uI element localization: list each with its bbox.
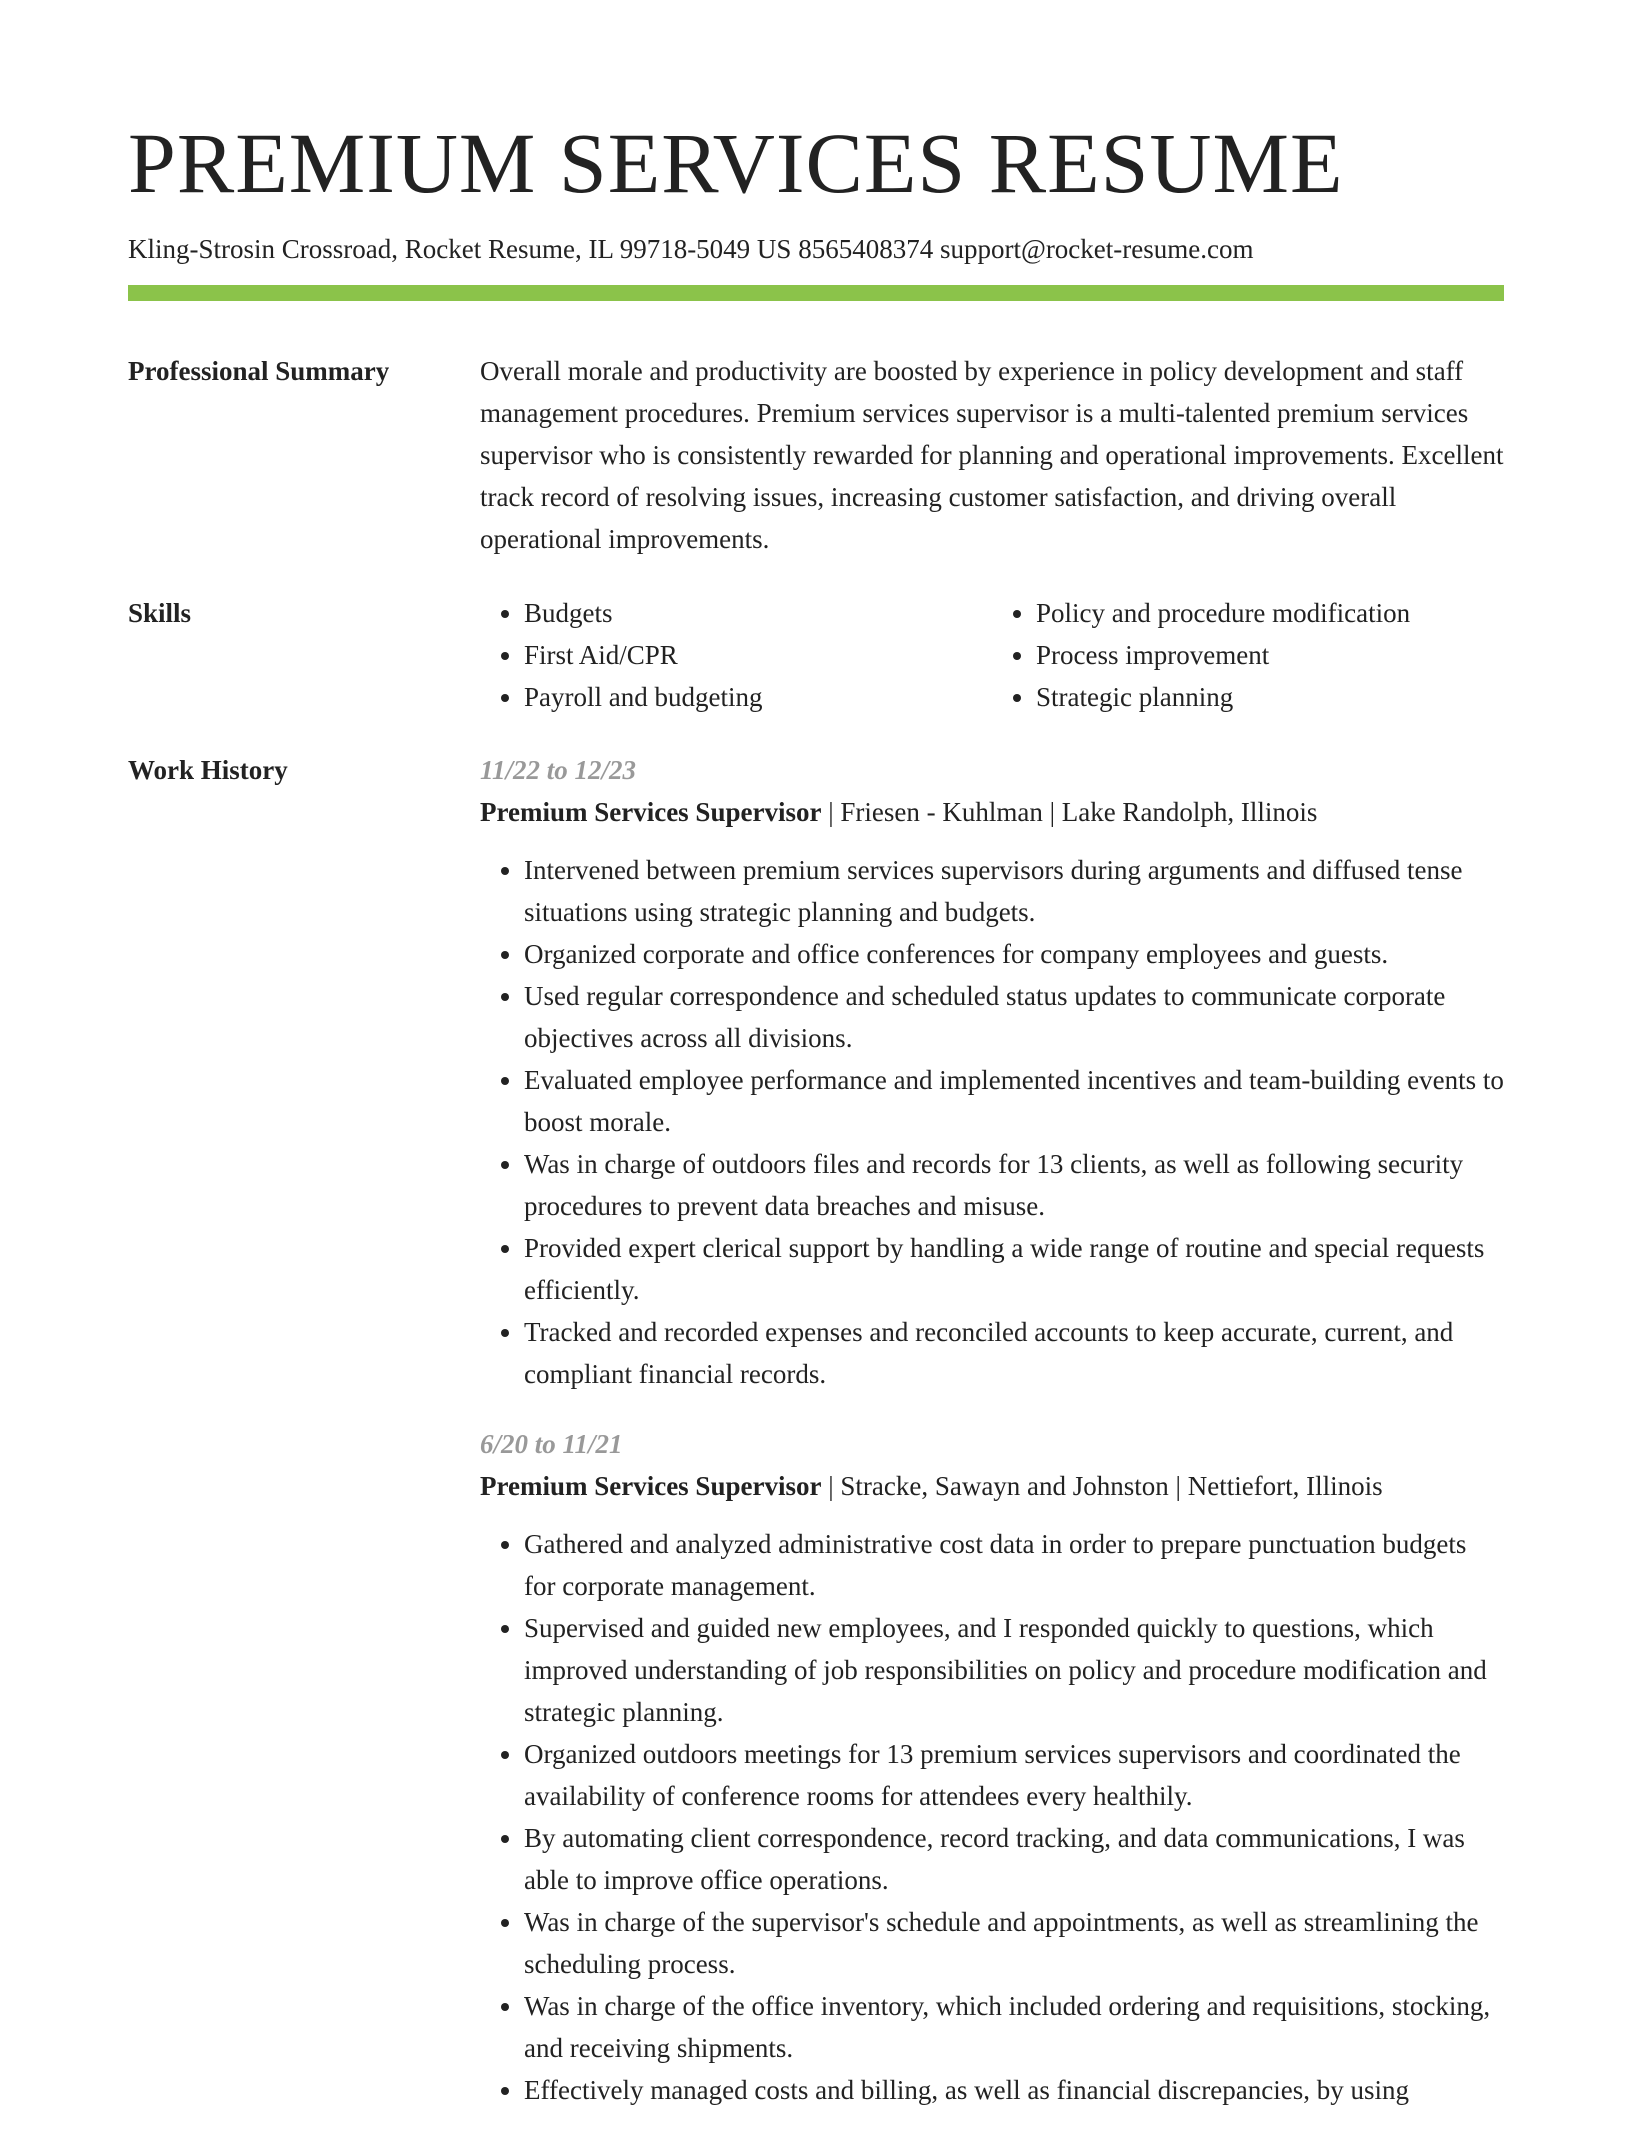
job-bullet: • Tracked and recorded expenses and reconciled accounts to keep accurate, current, and compliant financial records. xyxy=(524,1311,1504,1395)
summary-body xyxy=(480,350,1504,560)
job-bullet: • Was in charge of the office inventory, which included ordering and requisitions, stocking, and receiving shipments. xyxy=(524,1985,1504,2069)
summary-text: Overall morale and productivity are boosted by experience in policy development and staff management procedures. Premium services supervisor is a multi-talented premium services supervisor who is consistently rewarded for planning and operational improvements. Excellent track record of resolving issues, increasing customer satisfaction, and driving overall operational improvements. xyxy=(480,356,1504,554)
job-dates: 11/22 to 12/23 xyxy=(480,755,637,785)
skills-body xyxy=(480,592,1504,718)
job-bullet: • By automating client correspondence, record tracking, and data communications, I was able to improve office operations. xyxy=(524,1817,1504,1901)
job-header xyxy=(480,791,1504,833)
job-bullet: • Effectively managed costs and billing, as well as financial discrepancies, by using xyxy=(524,2069,1504,2111)
summary-label: Professional Summary xyxy=(128,356,390,386)
skill-item: • Payroll and budgeting xyxy=(524,676,992,718)
job-dates: 6/20 to 11/21 xyxy=(480,1429,623,1459)
resume-title: PREMIUM SERVICES RESUME xyxy=(128,115,1344,211)
job-bullet: • Provided expert clerical support by handling a wide range of routine and special requests efficiently. xyxy=(524,1227,1504,1311)
header-accent-bar xyxy=(128,285,1504,301)
job-details: | Friesen - Kuhlman | Lake Randolph, Illinois xyxy=(821,797,1318,827)
skill-item: • Process improvement xyxy=(1036,634,1504,676)
skill-item: • Policy and procedure modification xyxy=(1036,592,1504,634)
skills-list-right xyxy=(992,592,1504,718)
job-bullet: • Supervised and guided new employees, and I responded quickly to questions, which improved understanding of job responsibilities on policy and procedure modification and strategic planning. xyxy=(524,1607,1504,1733)
job-entry xyxy=(480,749,1504,1395)
job-bullets xyxy=(480,849,1504,1395)
skills-list-left xyxy=(480,592,992,718)
job-bullet: • Evaluated employee performance and implemented incentives and team-building events to boost morale. xyxy=(524,1059,1504,1143)
skills-label: Skills xyxy=(128,598,192,628)
job-header xyxy=(480,1465,1504,1507)
contact-info: Kling-Strosin Crossroad, Rocket Resume, IL 99718-5049 US 8565408374 support@rocket-resume.com xyxy=(128,234,1254,264)
job-title: Premium Services Supervisor xyxy=(480,797,822,827)
job-entry xyxy=(480,1423,1504,2111)
job-bullet: • Gathered and analyzed administrative cost data in order to prepare punctuation budgets for corporate management. xyxy=(524,1523,1504,1607)
job-bullets xyxy=(480,1523,1504,2111)
job-bullet: • Organized outdoors meetings for 13 premium services supervisors and coordinated the availability of conference rooms for attendees every healthily. xyxy=(524,1733,1504,1817)
job-bullet: • Organized corporate and office conferences for company employees and guests. xyxy=(524,933,1504,975)
work-history-label: Work History xyxy=(128,755,288,785)
skill-item: • Budgets xyxy=(524,592,992,634)
job-bullet: • Used regular correspondence and scheduled status updates to communicate corporate objectives across all divisions. xyxy=(524,975,1504,1059)
job-bullet: • Was in charge of the supervisor's schedule and appointments, as well as streamlining the scheduling process. xyxy=(524,1901,1504,1985)
work-history-body xyxy=(480,749,1504,2139)
job-bullet: • Was in charge of outdoors files and records for 13 clients, as well as following security procedures to prevent data breaches and misuse. xyxy=(524,1143,1504,1227)
job-bullet: • Intervened between premium services supervisors during arguments and diffused tense situations using strategic planning and budgets. xyxy=(524,849,1504,933)
skill-item: • Strategic planning xyxy=(1036,676,1504,718)
skill-item: • First Aid/CPR xyxy=(524,634,992,676)
job-details: | Stracke, Sawayn and Johnston | Nettiefort, Illinois xyxy=(821,1471,1383,1501)
job-title: Premium Services Supervisor xyxy=(480,1471,822,1501)
